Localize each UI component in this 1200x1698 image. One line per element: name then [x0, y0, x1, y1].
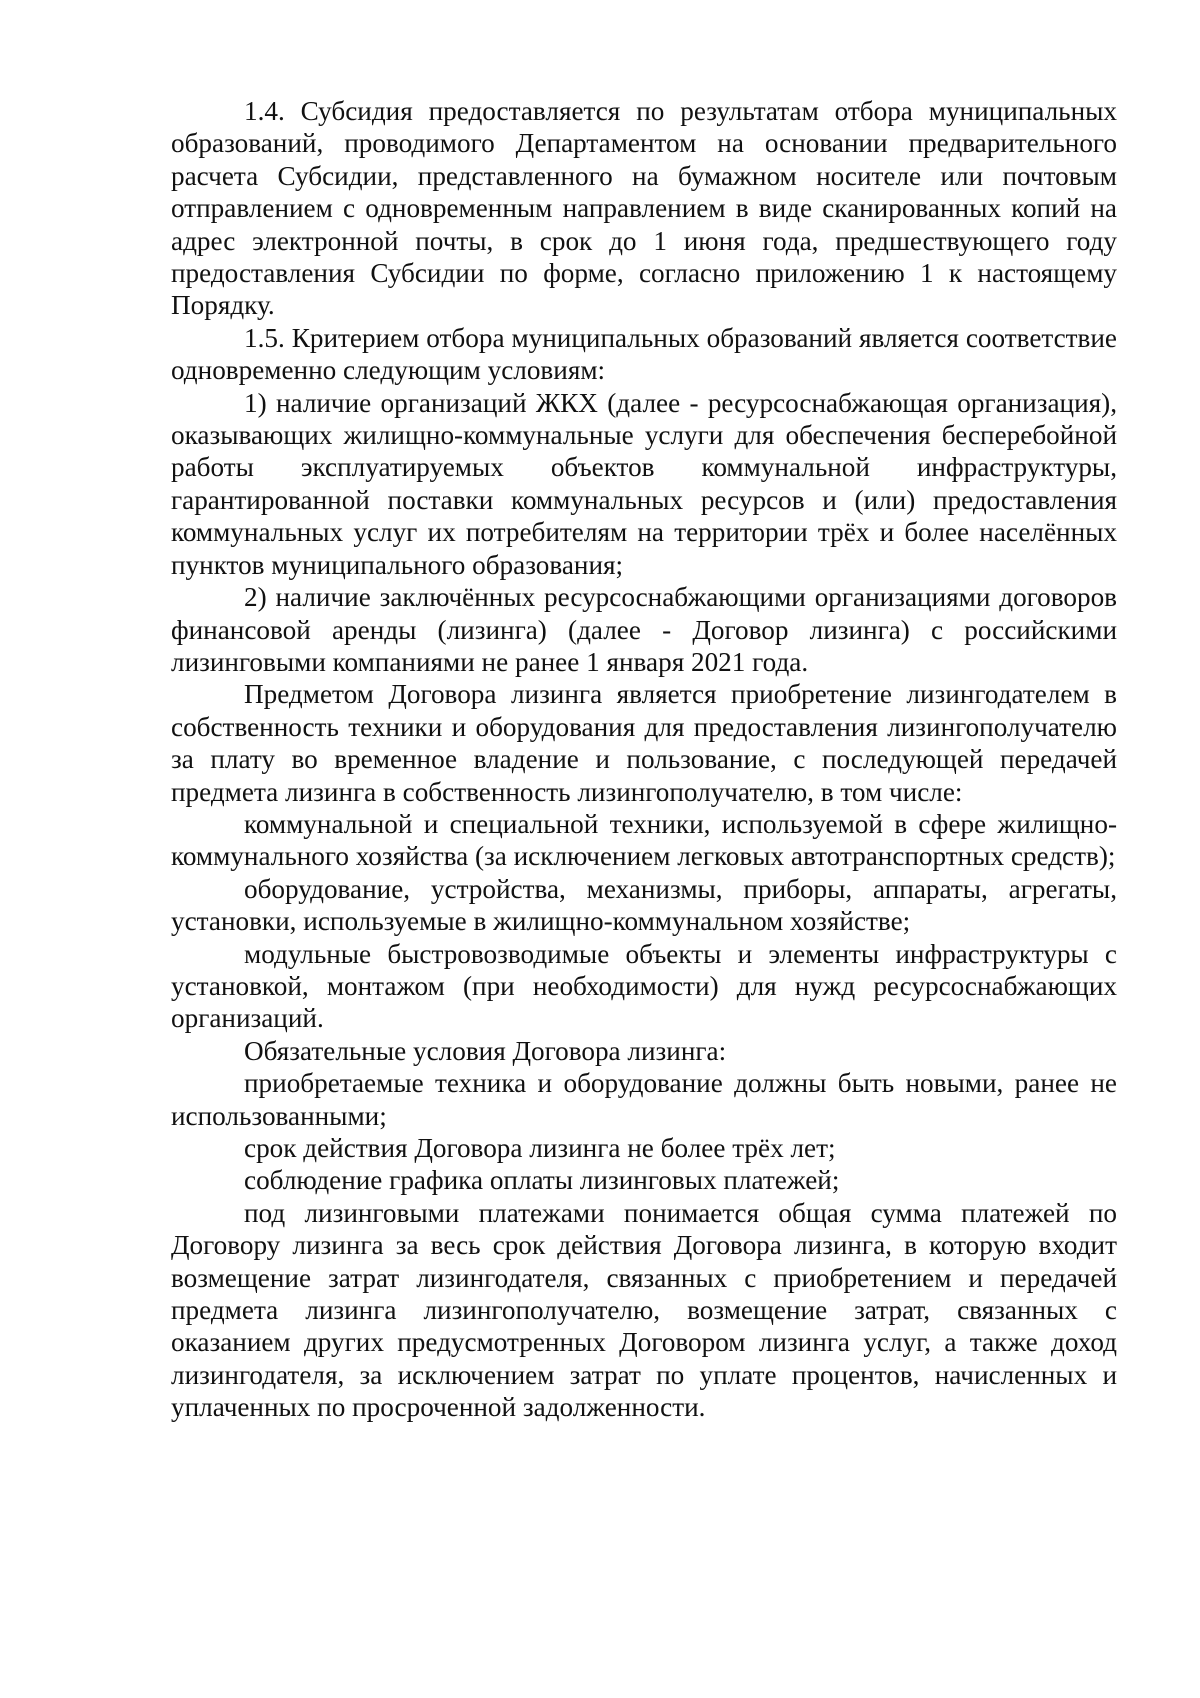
paragraph-modular-objects: модульные быстровозводимые объекты и элементы инфраструктуры с установкой, монтажом (при необходимости) для нужд ресурсоснабжающих организаций.: [171, 938, 1117, 1034]
paragraph-new-equipment: приобретаемые техника и оборудование должны быть новыми, ранее не использованными;: [171, 1068, 1117, 1131]
paragraph-lease-payments-definition: под лизинговыми платежами понимается общая сумма платежей по Договору лизинга за весь срок действия Договора лизинга, в которую входит возмещение затрат лизингодателя, связанных с приобретением и передачей предмета лизинга лизингополучателю, возмещение затрат, связанных с оказанием других предусмотренных Договором лизинга услуг, а также доход лизингодателя, за исключением затрат по уплате процентов, начисленных и уплаченных по просроченной задолженности.: [171, 1197, 1117, 1423]
paragraph-1-4: 1.4. Субсидия предоставляется по результатам отбора муниципальных образований, проводимого Департаментом на основании предварительного расчета Субсидии, представленного на бумажном носителе или почтовым отправлением с одновременным направлением в виде сканированных копий на адрес электронной почты, в срок до 1 июня года, предшествующего году предоставления Субсидии по форме, согласно приложению 1 к настоящему Порядку.: [171, 96, 1117, 321]
paragraph-lease-term: срок действия Договора лизинга не более трёх лет;: [244, 1133, 836, 1163]
paragraph-condition-2: 2) наличие заключённых ресурсоснабжающими организациями договоров финансовой аренды (лизинга) (далее - Договор лизинга) с российскими лизинговыми компаниями не ранее 1 января 2021 года.: [171, 582, 1117, 677]
document-page: [171, 95, 1117, 1424]
paragraph-special-vehicles: коммунальной и специальной техники, используемой в сфере жилищно-коммунального хозяйства (за исключением легковых автотранспортных средств);: [171, 808, 1117, 872]
paragraph-lease-subject: Предметом Договора лизинга является приобретение лизингодателем в собственность техники и оборудования для предоставления лизингополучателю за плату во временное владение и пользование, с последующей передачей предмета лизинга в собственность лизингополучателю, в том числе:: [171, 679, 1117, 807]
paragraph-mandatory-conditions: Обязательные условия Договора лизинга:: [244, 1035, 727, 1066]
paragraph-payment-schedule: соблюдение графика оплаты лизинговых платежей;: [244, 1165, 840, 1196]
paragraph-condition-1: 1) наличие организаций ЖКХ (далее - ресурсоснабжающая организация), оказывающих жилищно-коммунальные услуги для обеспечения бесперебойной работы эксплуатируемых объектов коммунальной инфраструктуры, гарантированной поставки коммунальных ресурсов и (или) предоставления коммунальных услуг их потребителям на территории трёх и более населённых пунктов муниципального образования;: [171, 387, 1117, 580]
paragraph-1-5: 1.5. Критерием отбора муниципальных образований является соответствие одновременно следующим условиям:: [171, 322, 1117, 386]
paragraph-equipment: оборудование, устройства, механизмы, приборы, аппараты, агрегаты, установки, используемые в жилищно-коммунальном хозяйстве;: [171, 873, 1117, 937]
